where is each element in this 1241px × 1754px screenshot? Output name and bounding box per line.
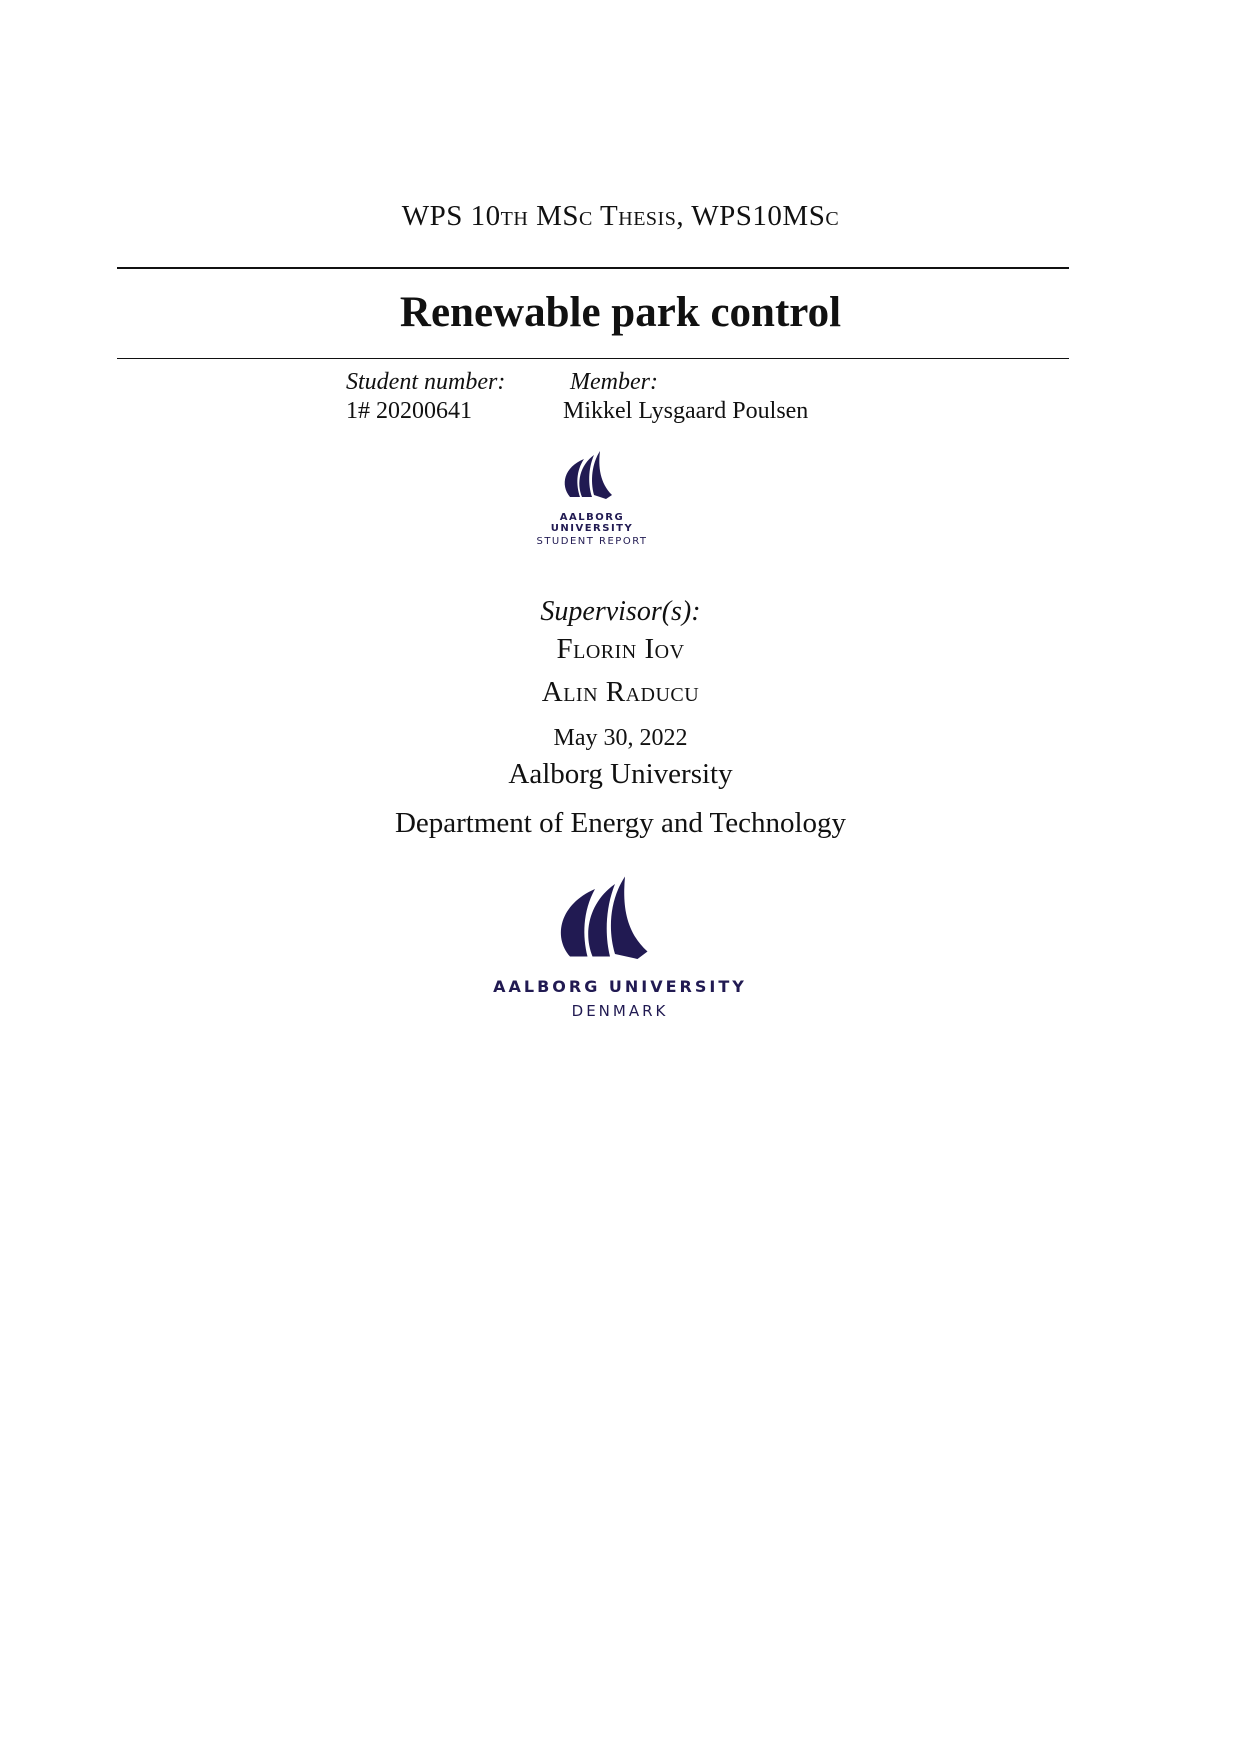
aau-wave-icon xyxy=(532,449,652,505)
member-value: Mikkel Lysgaard Poulsen xyxy=(563,398,809,424)
date: May 30, 2022 xyxy=(553,725,688,751)
supervisor-name: Florin Iov xyxy=(556,633,685,665)
supervisor-name: Alin Raducu xyxy=(541,676,700,708)
department: Department of Energy and Technology xyxy=(394,807,847,839)
supervisors-label: Supervisor(s): xyxy=(540,596,701,627)
student-number-value: 1# 20200641 xyxy=(346,398,472,424)
top-rule xyxy=(117,267,1069,269)
course-line: WPS 10th MSc Thesis, WPS10MSc xyxy=(401,200,840,232)
logo-small-line2: STUDENT REPORT xyxy=(536,536,648,547)
aau-student-report-logo xyxy=(532,449,652,547)
member-label: Member: xyxy=(570,369,658,395)
thesis-title: Renewable park control xyxy=(399,289,842,336)
logo-large-line2: DENMARK xyxy=(571,1002,669,1020)
aau-wave-icon xyxy=(470,874,770,964)
aau-denmark-logo xyxy=(470,874,770,1020)
student-number-label: Student number: xyxy=(346,369,506,395)
logo-large-line1: AALBORG UNIVERSITY xyxy=(493,977,747,996)
logo-small-line1: AALBORG UNIVERSITY xyxy=(550,512,634,534)
university: Aalborg University xyxy=(508,758,733,790)
bottom-rule xyxy=(117,358,1069,359)
